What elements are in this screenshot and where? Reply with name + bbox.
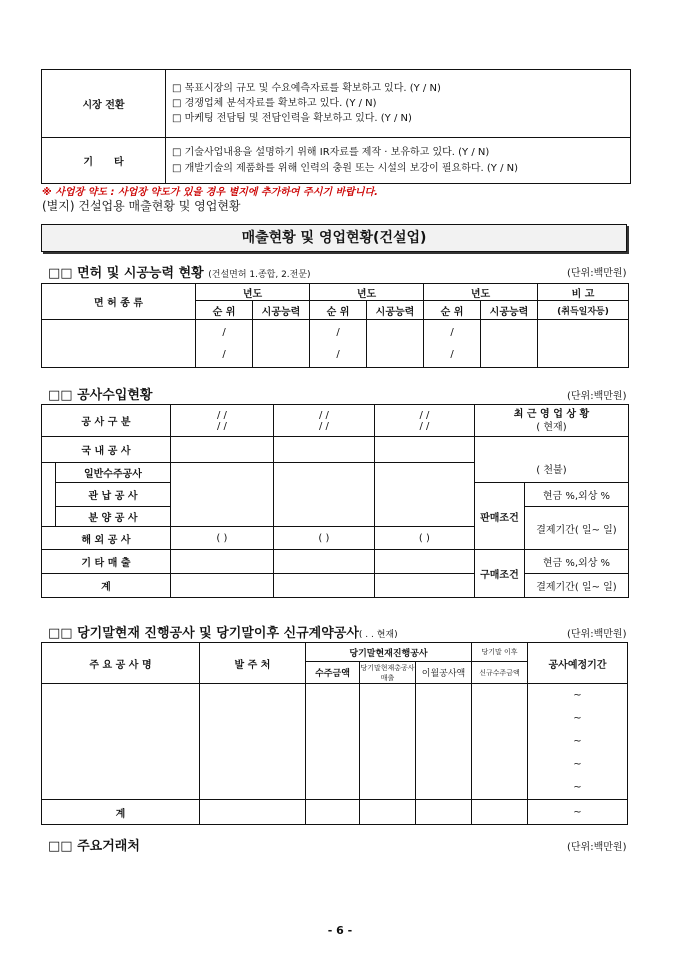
unit-label: (단위:백만원) bbox=[567, 629, 627, 640]
license-table: 면 허 종 류 년도 년도 년도 비 고 순 위 시공능력 순 위 시공능력 순 위 시공능력 (취득일자등) / / / / / / bbox=[41, 283, 629, 368]
unit-label: (단위:백만원) bbox=[567, 391, 627, 402]
section-title: □□ 공사수입현황 bbox=[48, 388, 153, 403]
annex-title: (별지) 건설업용 매출현황 및 영업현황 bbox=[42, 199, 241, 213]
revenue-table: 공 사 구 분 / / / / / / / / / / / / 최 근 영 업 상 황 ( 현재) 국 내 공 사 ( 천불) 일반수주공사 관 납 공 사 판매조건 현금 %,외상 % 분 양 공 사 결제기간( 일~ 일) 해 외 공 사 ( ) ( ) ( ) 기 타 매 출 구매조건 현금 %,외상 % 계 결제기간( 일~ 일) bbox=[41, 404, 629, 598]
banner-title: 매출현황 및 영업현황(건설업) bbox=[41, 224, 627, 252]
check-item[interactable]: □ 기술사업내용을 설명하기 위해 IR자료를 제작 · 보유하고 있다. (Y / N) bbox=[172, 146, 490, 158]
section-title: □□ 면허 및 시공능력 현황 (건설면허 1.종합, 2.전문) bbox=[48, 266, 311, 281]
check-item[interactable]: □ 마케팅 전담팀 및 전담인력을 확보하고 있다. (Y / N) bbox=[172, 113, 412, 124]
row-label: 시장 전환 bbox=[42, 70, 166, 138]
top-checklist-table bbox=[41, 69, 631, 184]
row-label: 기 타 bbox=[42, 138, 166, 184]
check-item[interactable]: □ 경쟁업체 분석자료를 확보하고 있다. (Y / N) bbox=[172, 98, 377, 109]
unit-label: (단위:백만원) bbox=[567, 268, 627, 279]
check-item[interactable]: □ 목표시장의 규모 및 수요예측자료를 확보하고 있다. (Y / N) bbox=[172, 83, 441, 94]
projects-table: 주 요 공 사 명 발 주 처 당기말현재진행공사 당기말 이후 공사예정기간 수주금액 당기말현재총공사매출 이월공사액 신규수주금액 ~ ~ ~ ~ ~ 계 ~ bbox=[41, 642, 628, 825]
unit-label: (단위:백만원) bbox=[567, 842, 627, 853]
section-title: □□ 주요거래처 bbox=[48, 839, 140, 854]
section-title: □□ 당기말현재 진행공사 및 당기말이후 신규계약공사( . . 현재) bbox=[48, 626, 398, 641]
check-item[interactable]: □ 개발기술의 제품화를 위해 인력의 충원 또는 시설의 보강이 필요하다. (Y / N) bbox=[172, 162, 519, 174]
note-text: ※ 사업장 약도 : 사업장 약도가 있을 경우 별지에 추가하여 주시기 바랍니다. bbox=[42, 187, 378, 198]
page-number: - 6 - bbox=[327, 924, 353, 937]
